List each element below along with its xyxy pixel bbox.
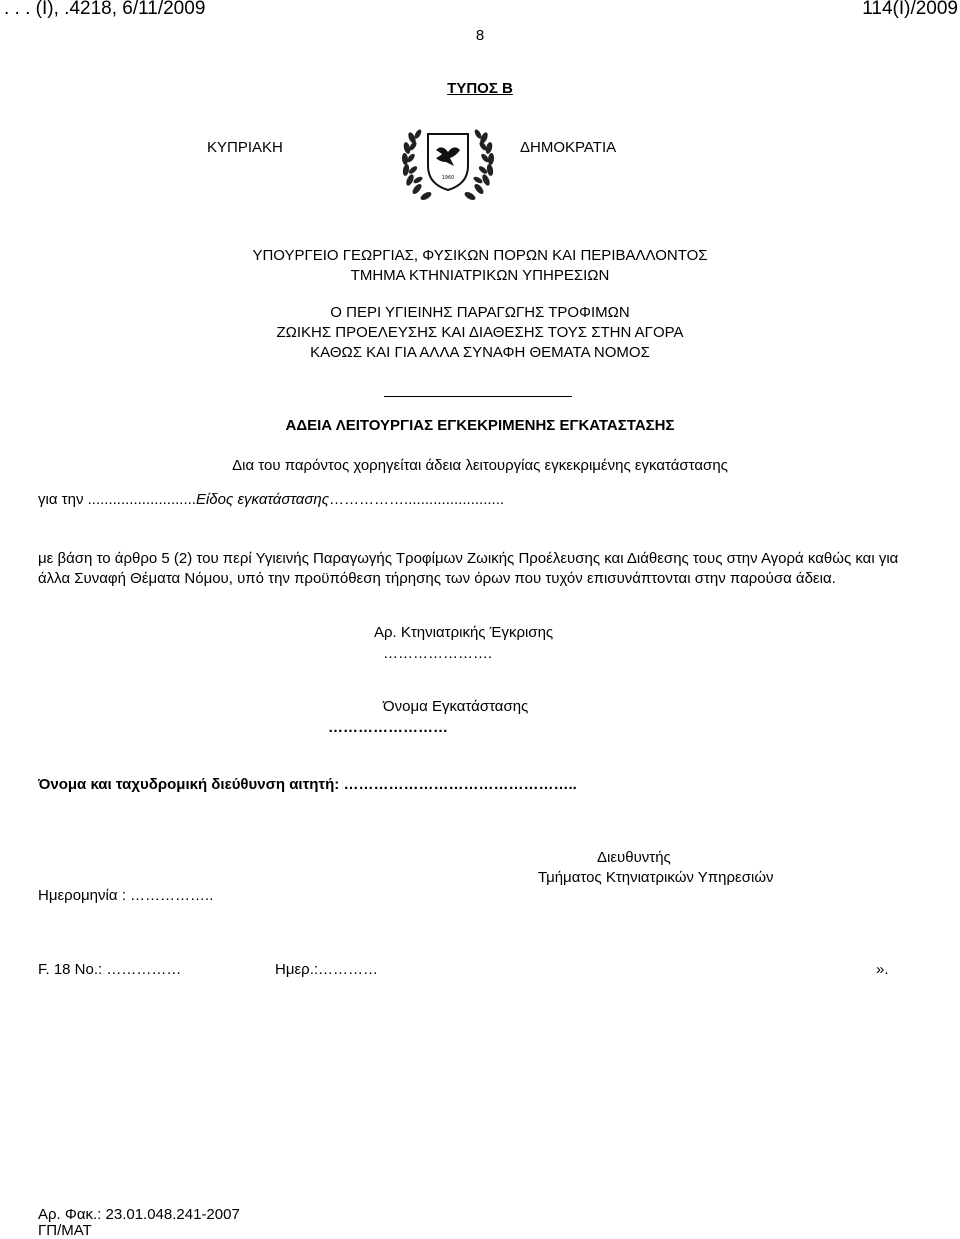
form-date: Ημερ.:………… bbox=[275, 961, 379, 978]
svg-text:1960: 1960 bbox=[441, 175, 455, 181]
law-title-line-1: Ο ΠΕΡΙ ΥΓΙΕΙΝΗΣ ΠΑΡΑΓΩΓΗΣ ΤΡΟΦΙΜΩΝ bbox=[330, 304, 630, 321]
republic-right: ΔΗΜΟΚΡΑΤΙΑ bbox=[520, 139, 617, 156]
date-line bbox=[38, 887, 213, 904]
form-type: ΤΥΠΟΣ Β bbox=[447, 80, 513, 97]
file-initials: ΓΠ/ΜΑΤ bbox=[38, 1222, 92, 1239]
establishment-type-value: ……………........................ bbox=[329, 491, 505, 508]
closing-quote: ». bbox=[876, 961, 889, 978]
form-number: F. 18 No.: …………… bbox=[38, 961, 182, 978]
date-label: Ημερομηνία : bbox=[38, 887, 126, 904]
for-prefix: για την .......................... bbox=[38, 491, 196, 508]
department-name: ΤΜΗΜΑ ΚΤΗΝΙΑΤΡΙΚΩΝ ΥΠΗΡΕΣΙΩΝ bbox=[350, 267, 610, 284]
applicant-label: Όνομα και ταχυδρομική διεύθυνση αιτητή: bbox=[38, 776, 340, 793]
page-number: 8 bbox=[475, 27, 485, 44]
law-number: 114(Ι)/2009 bbox=[862, 0, 958, 19]
establishment-name-value: …………………… bbox=[328, 719, 448, 736]
title-separator bbox=[384, 396, 572, 397]
licence-title: ΑΔΕΙΑ ΛΕΙΤΟΥΡΓΙΑΣ ΕΓΚΕΚΡΙΜΕΝΗΣ ΕΓΚΑΤΑΣΤΑΣΗΣ bbox=[285, 417, 675, 434]
legal-basis-paragraph: με βάση το άρθρο 5 (2) του περί Υγιεινής Παραγωγής Τροφίμων Ζωικής Προέλευσης και Διάθεσης τους στην Αγορά καθώς και για άλλα Συναφή Θέματα Νόμου, υπό την προϋπόθεση τήρησης των όρων που τυχόν επισυνάπτονται στην παρούσα άδεια. bbox=[38, 550, 899, 587]
date-value: …………….. bbox=[130, 887, 214, 904]
file-reference: Αρ. Φακ.: 23.01.048.241-2007 bbox=[38, 1206, 240, 1223]
licence-intro: Δια του παρόντος χορηγείται άδεια λειτουργίας εγκεκριμένης εγκατάστασης bbox=[232, 457, 728, 474]
establishment-type-line bbox=[38, 491, 504, 508]
applicant-value: ……………………………………….. bbox=[343, 776, 577, 793]
approval-number-label: Αρ. Κτηνιατρικής Έγκρισης bbox=[374, 624, 554, 641]
republic-left: ΚΥΠΡΙΑΚΗ bbox=[207, 139, 283, 156]
law-title-line-2: ΖΩΙΚΗΣ ΠΡΟΕΛΕΥΣΗΣ ΚΑΙ ΔΙΑΘΕΣΗΣ ΤΟΥΣ ΣΤΗΝ ΑΓΟΡΑ bbox=[276, 324, 684, 341]
establishment-name-label: Όνομα Εγκατάστασης bbox=[383, 698, 529, 715]
establishment-type-label: Είδος εγκατάστασης bbox=[195, 491, 330, 508]
signatory-title: Διευθυντής bbox=[597, 849, 671, 866]
gazette-reference: . . . (Ι), .4218, 6/11/2009 bbox=[4, 0, 206, 19]
ministry-name: ΥΠΟΥΡΓΕΙΟ ΓΕΩΡΓΙΑΣ, ΦΥΣΙΚΩΝ ΠΟΡΩΝ ΚΑΙ ΠΕΡΙΒΑΛΛΟΝΤΟΣ bbox=[252, 247, 708, 264]
approval-number-value: …………………. bbox=[383, 645, 493, 662]
law-title-line-3: ΚΑΘΩΣ ΚΑΙ ΓΙΑ ΑΛΛΑ ΣΥΝΑΦΗ ΘΕΜΑΤΑ ΝΟΜΟΣ bbox=[310, 344, 650, 361]
signatory-department: Τμήματος Κτηνιατρικών Υπηρεσιών bbox=[538, 869, 774, 886]
cyprus-coat-of-arms-icon bbox=[398, 116, 498, 208]
applicant-line bbox=[38, 776, 577, 793]
